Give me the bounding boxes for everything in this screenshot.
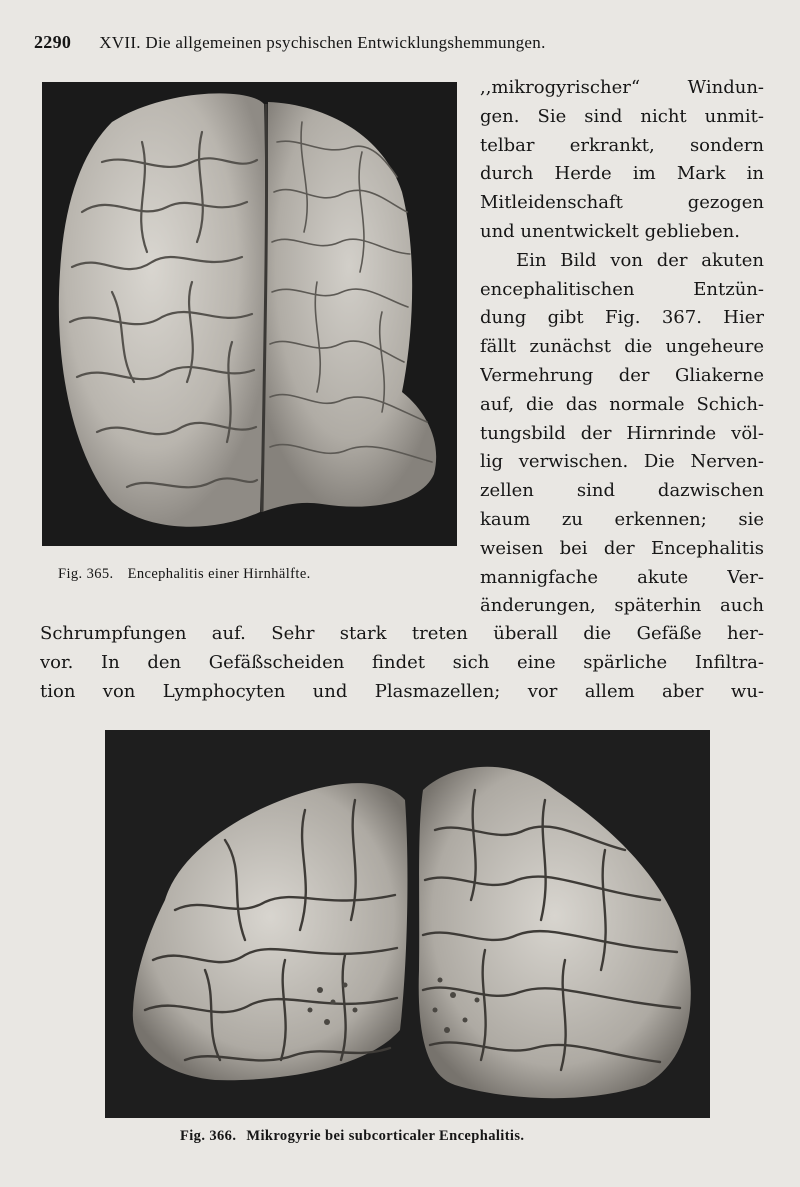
- column-line: durch Herde im Mark in: [480, 163, 764, 185]
- body-line: vor. In den Gefäßscheiden findet sich eine spärliche Infiltra-: [40, 651, 764, 673]
- column-line: Vermehrung der Gliakerne: [480, 364, 764, 386]
- figure-365-brain-photo: [42, 82, 457, 546]
- column-line: auf, die das normale Schich-: [480, 393, 764, 415]
- column-line: encephalitischen Entzün-: [480, 278, 764, 300]
- column-line: dung gibt Fig. 367. Hier: [480, 307, 764, 329]
- figure-366-number: Fig. 366.: [180, 1128, 237, 1144]
- column-line: änderungen, späterhin auch: [480, 595, 764, 617]
- full-width-text: [40, 620, 764, 706]
- column-line: telbar erkrankt, sondern: [480, 134, 764, 156]
- body-line: tion von Lymphocyten und Plasmazellen; vor allem aber wu-: [40, 680, 764, 702]
- column-line: und unentwickelt geblieben.: [480, 220, 740, 242]
- column-line: zellen sind dazwischen: [480, 480, 764, 502]
- figure-366-caption-text: Mikrogyrie bei subcorticaler Encephalitis.: [246, 1128, 525, 1144]
- running-title: XVII. Die allgemeinen psychischen Entwicklungshemmungen.: [99, 33, 546, 52]
- column-line: ,,mikrogyrischer“ Windun-: [480, 77, 764, 98]
- column-line: tungsbild der Hirnrinde völ-: [480, 422, 764, 444]
- column-line: gen. Sie sind nicht unmit-: [480, 105, 764, 127]
- column-line: lig verwischen. Die Nerven-: [480, 451, 764, 473]
- figure-366-brain-photo: [105, 730, 710, 1118]
- column-line: weisen bei der Encephalitis: [480, 537, 764, 559]
- figure-365-caption: [58, 566, 311, 583]
- column-line: fällt zunächst die ungeheure: [480, 336, 764, 358]
- figure-365-number: Fig. 365.: [58, 566, 114, 582]
- column-line: mannigfache akute Ver-: [480, 566, 764, 588]
- running-header: [34, 32, 764, 60]
- column-line: Mitleidenschaft gezogen: [480, 192, 764, 214]
- text-column: [480, 74, 764, 621]
- figure-365-caption-text: Encephalitis einer Hirnhälfte.: [127, 566, 311, 582]
- column-line: Ein Bild von der akuten: [516, 249, 764, 271]
- column-line: kaum zu erkennen; sie: [480, 508, 764, 530]
- body-line: Schrumpfungen auf. Sehr stark treten überall die Gefäße her-: [40, 623, 764, 644]
- page-number: 2290: [34, 32, 72, 52]
- figure-366-caption: [180, 1128, 524, 1145]
